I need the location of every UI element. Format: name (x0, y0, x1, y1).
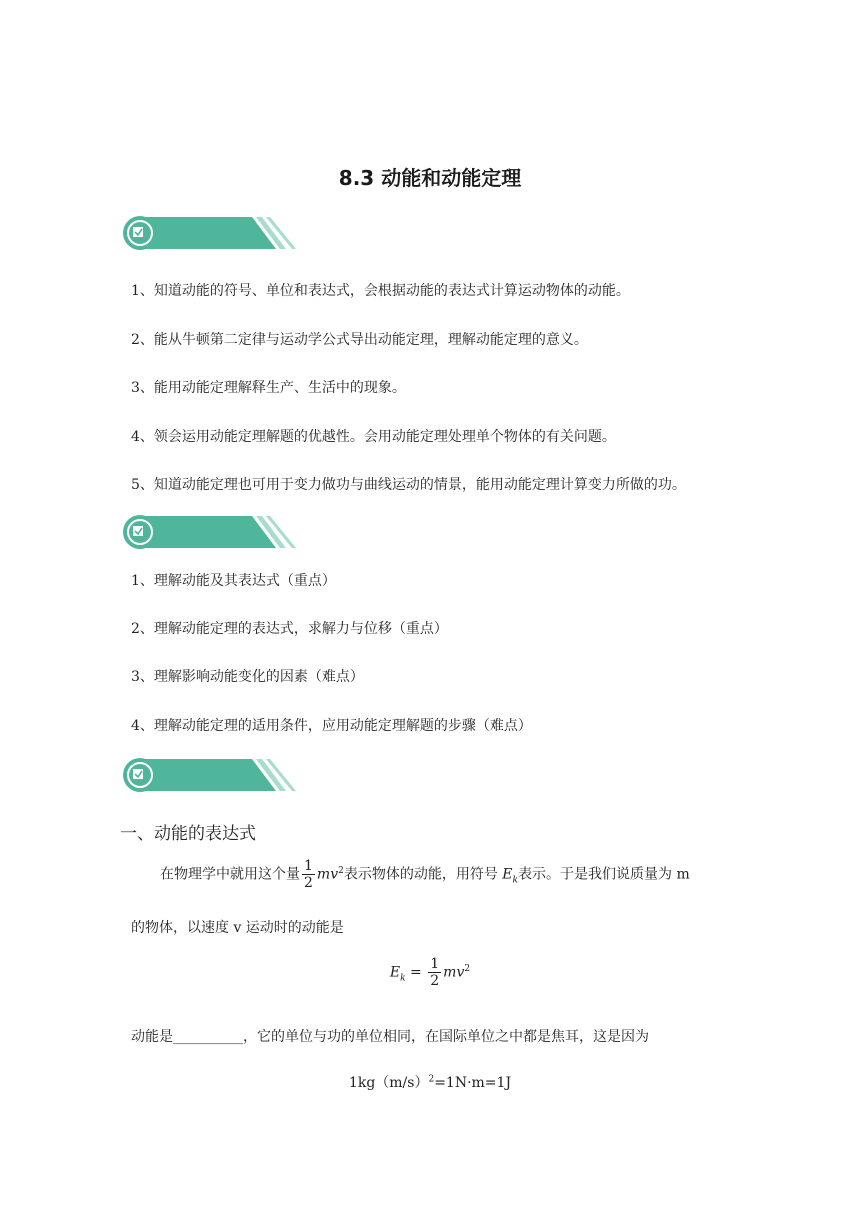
section-heading: 一、动能的表达式 (120, 824, 256, 844)
goal-item: 4、领会运用动能定理解题的优越性。会用动能定理处理单个物体的有关问题。 (131, 429, 616, 445)
goal-item: 5、知道动能定理也可用于变力做功与曲线运动的情景，能用动能定理计算变力所做的功。 (131, 477, 686, 493)
paragraph-1: 在物理学中就用这个量 $\frac{1}{2}$ $mv^2$表示物体的动能，用符号 $E_k$表示。于是我们说质量为 m (160, 858, 690, 891)
paragraph-3: 动能是__________，它的单位与功的单位相同，在国际单位之中都是焦耳，这是因为 (131, 1029, 649, 1045)
goal-item: 2、能从牛顿第二定律与运动学公式导出动能定理，理解动能定理的意义。 (131, 332, 588, 348)
key-point-item: 1、理解动能及其表达式（重点） (131, 573, 336, 589)
paragraph-2: 的物体，以速度 v 运动时的动能是 (131, 920, 344, 936)
section-banner-content (120, 757, 296, 797)
unit-equation: $1kg(m/s)^2=1N\cdot m=1J$ (348, 1074, 512, 1091)
goal-item: 3、能用动能定理解释生产、生活中的现象。 (131, 380, 406, 396)
section-banner-goals (120, 215, 296, 255)
key-point-item: 3、理解影响动能变化的因素（难点） (131, 669, 364, 685)
key-point-item: 2、理解动能定理的表达式，求解力与位移（重点） (131, 621, 448, 637)
page-title: 8.3 动能和动能定理 (338, 166, 522, 190)
kinetic-energy-formula: $E_k$ = $\frac{1}{2}$ $mv^2$ (389, 956, 471, 989)
key-point-item: 4、理解动能定理的适用条件，应用动能定理解题的步骤（难点） (131, 718, 532, 734)
fraction: $\frac{1}{2}$ (304, 858, 313, 891)
goal-item: 1、知道动能的符号、单位和表达式，会根据动能的表达式计算运动物体的动能。 (131, 283, 630, 299)
section-banner-keypoints (120, 514, 296, 554)
